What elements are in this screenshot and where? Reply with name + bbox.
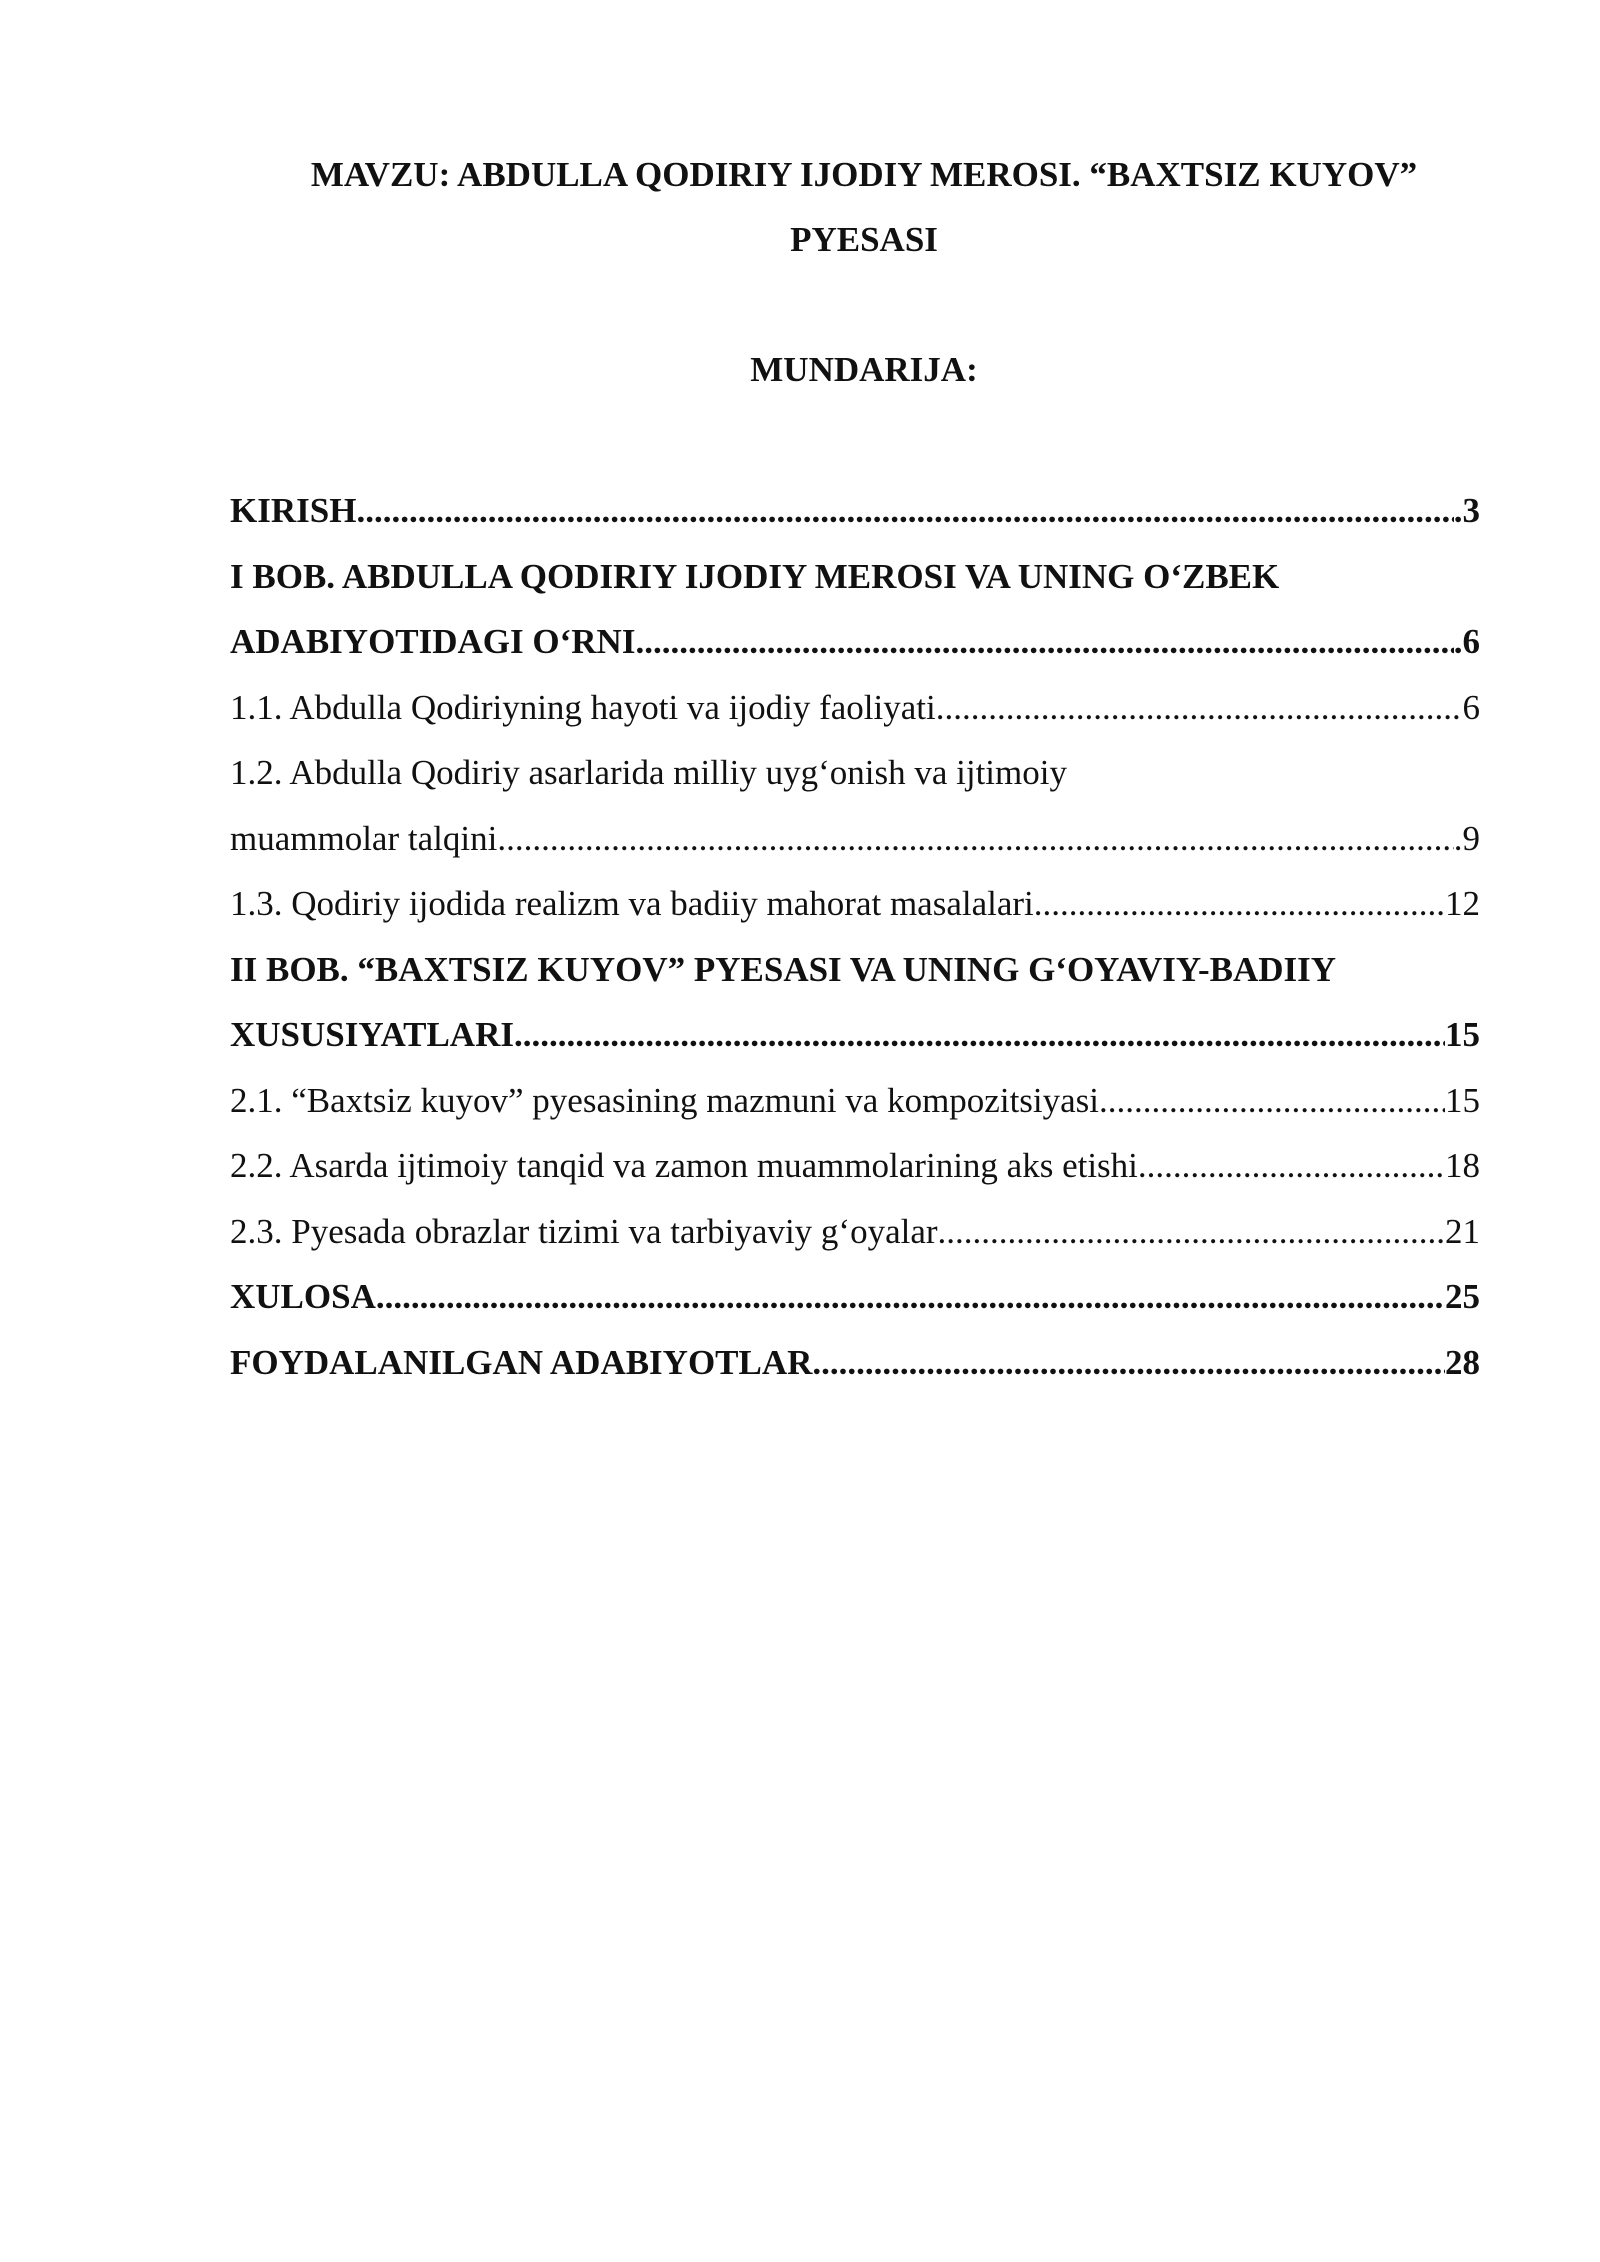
toc-dot-leader [1099,1068,1445,1134]
toc-dot-leader [497,806,1453,872]
toc-entry [230,1330,1480,1396]
toc-entry [230,740,1480,806]
toc-entry-text: FOYDALANILGAN ADABIYOTLAR [230,1342,813,1382]
toc-entry-text: 1.2. Abdulla Qodiriy asarlarida milliy uyg‘onish va ijtimoiy [230,753,1067,792]
toc-page-number: .3 [1453,491,1480,530]
toc-entry-text: muammolar talqini [230,818,498,858]
toc-entry-text: 2.3. Pyesada obrazlar tizimi va tarbiyaviy g‘oyalar [230,1211,938,1251]
toc-dot-leader [376,1264,1445,1330]
toc-dot-leader [1034,871,1445,937]
toc-dot-leader [514,1002,1445,1068]
toc-page-number: 18 [1445,1146,1480,1185]
toc-entry [230,675,1480,741]
toc-entry [230,806,1480,872]
toc-entry-text: 1.1. Abdulla Qodiriyning hayoti va ijodiy faoliyati [230,687,936,727]
toc-page-number: .9 [1453,818,1480,858]
toc-entry [230,1199,1480,1265]
toc-entry-text: 1.3. Qodiriy ijodida realizm va badiiy mahorat masalalari [230,884,1034,923]
toc-entry-text: XULOSA [230,1277,376,1316]
toc-page-number: 28 [1445,1342,1480,1382]
toc-dot-leader [635,609,1453,675]
toc-entry-text: XUSUSIYATLARI [230,1015,514,1054]
toc-dot-leader [938,1199,1445,1265]
toc-dot-leader [1138,1133,1445,1199]
toc-dot-leader [936,675,1463,741]
toc-page-number: .6 [1453,622,1480,661]
toc-entry [230,1002,1480,1068]
toc-entry-text: 2.2. Asarda ijtimoiy tanqid va zamon muammolarining aks etishi [230,1146,1138,1185]
toc-entry [230,1068,1480,1134]
contents-heading: MUNDARIJA: [750,350,978,389]
toc-page-number: 15 [1445,1015,1480,1054]
document-title-line-2: PYESASI [790,220,938,259]
toc-page-number: 15 [1445,1080,1480,1120]
toc-page-number: 12 [1445,884,1480,923]
toc-entry [230,544,1480,610]
table-of-contents [230,478,1480,1395]
toc-entry [230,478,1480,544]
toc-entry [230,1133,1480,1199]
toc-dot-leader [812,1330,1445,1396]
document-title-line-1: MAVZU: ABDULLA QODIRIY IJODIY MEROSI. “BAXTSIZ KUYOV” [310,155,1418,194]
toc-entry [230,871,1480,937]
toc-page-number: 6 [1462,687,1480,727]
toc-entry [230,937,1480,1003]
toc-entry-text: ADABIYOTIDAGI O‘RNI [230,622,636,661]
toc-entry-text: KIRISH [230,491,357,530]
toc-page-number: 21 [1445,1211,1480,1251]
toc-entry-text: II BOB. “BAXTSIZ KUYOV” PYESASI VA UNING G‘OYAVIY-BADIIY [230,949,1337,989]
toc-entry-text: I BOB. ABDULLA QODIRIY IJODIY MEROSI VA UNING O‘ZBEK [230,556,1280,596]
toc-entry [230,1264,1480,1330]
toc-page-number: 25 [1445,1277,1480,1316]
toc-entry-text: 2.1. “Baxtsiz kuyov” pyesasining mazmuni va kompozitsiyasi [230,1080,1100,1120]
toc-entry [230,609,1480,675]
toc-dot-leader [356,478,1453,544]
